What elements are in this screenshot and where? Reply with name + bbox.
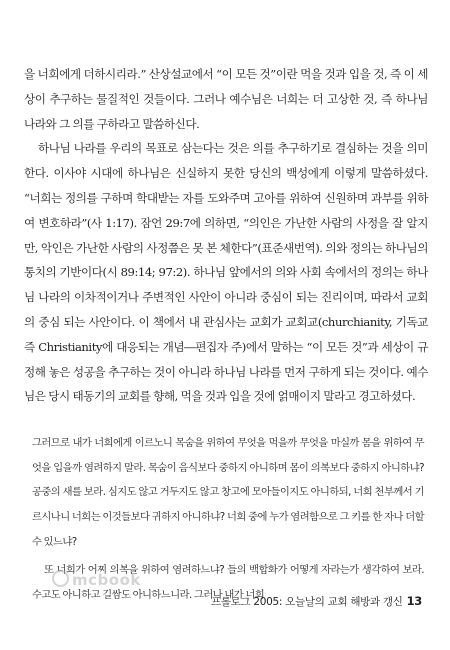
page-body [24,62,428,607]
paragraph-1: 을 너희에게 더하시리라.” 산상설교에서 “이 모든 것”이란 먹을 것과 입을 것, 즉 이 세상이 추구하는 물질적인 것들이다. 그러나 예수님은 너희는 더 고상한 것, 즉 하나님 나라와 그 의를 구하라고 말씀하신다. [24,67,428,131]
paragraph-2: 하나님 나라를 우리의 목표로 삼는다는 것은 의를 추구하기로 결심하는 것을 의미한다. 이사야 시대에 하나님은 신실하지 못한 당신의 백성에게 이렇게 말씀하셨다. “너희는 정의를 구하며 학대받는 자를 도와주며 고아를 위하여 신원하며 과부를 위하여 변호하라”(사 1:17). 잠언 29:7에 의하면, “의인은 가난한 사람의 사정을 잘 알지만, 악인은 가난한 사람의 사정쯤은 못 본 체한다”(표준새번역). 의와 정의는 하나님의 통치의 기반이다(시 89:14; 97:2). 하나님 앞에서의 의와 사회 속에서의 정의는 하나님 나라의 이차적이거나 주변적인 사안이 아니라 중심이 되는 진리이며, 따라서 교회의 중심 되는 사안이다. 이 책에서 내 관심사는 교회가 교회교(churchianity, 기독교 즉 Christianity에 대응되는 개념―편집자 주)에서 말하는 “이 모든 것”과 세상이 규정해 놓은 성공을 추구하는 것이 아니라 하나님 나라를 먼저 구하게 되는 것이다. 예수님은 당시 태동기의 교회를 향해, 먹을 것과 입을 것에 얽매이지 말라고 경고하셨다. [24,141,428,404]
running-title: 프롤로그 2005: 오늘날의 교회 해방과 갱신 [211,596,403,608]
scripture-quote-1: 그러므로 내가 너희에게 이르노니 목숨을 위하여 무엇을 먹을까 무엇을 마실까 몸을 위하여 무엇을 입을까 염려하지 말라. 목숨이 음식보다 중하지 아니하며 몸이 의복보다 중하지 아니하냐? 공중의 새를 보라. 심지도 않고 거두지도 않고 창고에 모아들이지도 아니하되, 너희 천부께서 기르시나니 너희는 이것들보다 귀하지 아니하냐? 너희 중에 누가 염려함으로 그 키를 한 자나 더할 수 있느냐? [32,437,424,548]
watermark-text: mcbook [72,571,141,589]
watermark-logo [52,570,141,589]
page-footer [211,594,422,609]
scripture-quote-2: 또 너희가 어찌 의복을 위하여 염려하느냐? 들의 백합화가 어떻게 자라는가 생각하여 보라. 수고도 아니하고 길쌈도 아니하느니라. 그러나 내가 너희 [32,564,424,601]
page-number: 13 [406,594,422,608]
watermark-icon [52,570,69,587]
